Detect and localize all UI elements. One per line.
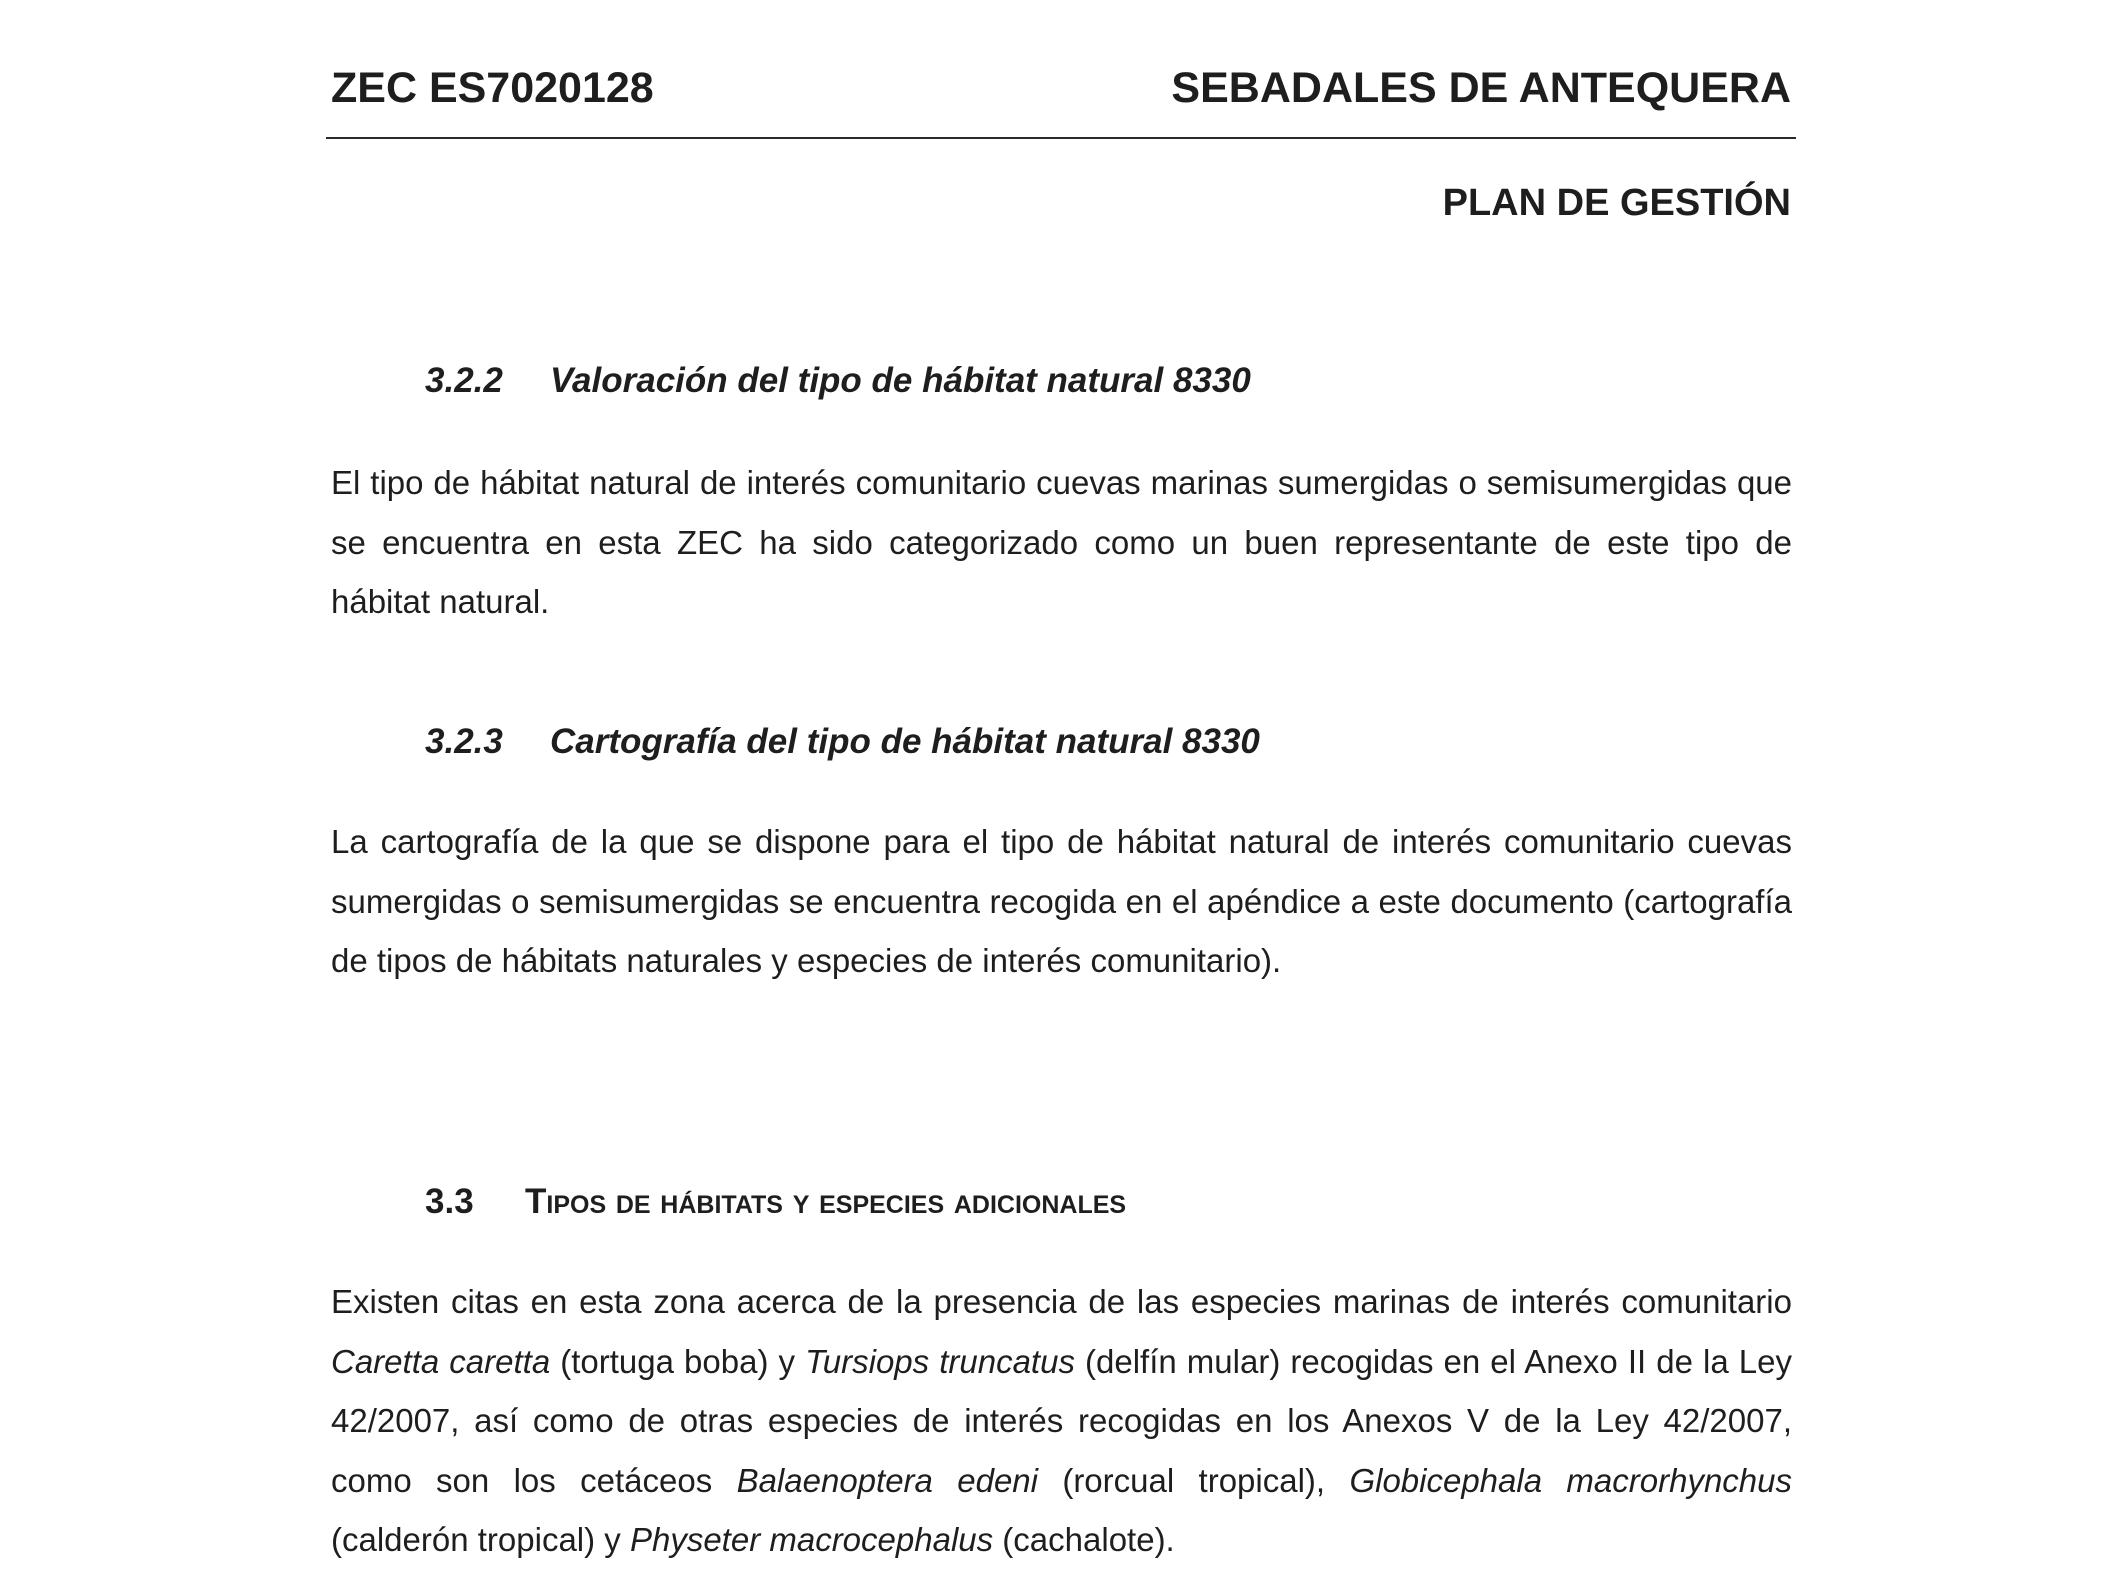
species-name: Physeter macrocephalus [629, 1521, 994, 1558]
section-title: Valoración del tipo de hábitat natural 8330 [550, 361, 1251, 400]
section-heading-3-3 [425, 1180, 1126, 1224]
section-paragraph-3-2-2: El tipo de hábitat natural de interés comunitario cuevas marinas sumergidas o semisumergidas que se encuentra en esta ZEC ha sido categorizado como un buen representante de este tipo de hábitat natural. [331, 464, 1792, 620]
paragraph-text: (rorcual tropical), [1037, 1461, 1350, 1499]
section-title: Tipos de hábitats y especies adicionales [525, 1182, 1127, 1221]
paragraph-text: (calderón tropical) y [331, 1521, 630, 1558]
section-number: 3.2.2 [425, 361, 503, 400]
species-name: Tursiops truncatus [805, 1342, 1075, 1380]
species-name: Globicephala macrorhynchus [1349, 1461, 1793, 1499]
section-number: 3.3 [425, 1182, 474, 1221]
header-plan-title: PLAN DE GESTIÓN [1442, 182, 1791, 224]
species-name: Caretta caretta [331, 1342, 551, 1380]
paragraph-text: Existen citas en esta zona acerca de la presencia de las especies marinas de interés comunitario [331, 1283, 1792, 1320]
section-heading-3-2-3 [425, 720, 1260, 764]
paragraph-text: (delfín mular) recogidas en el Anexo II de la Ley 42/2007, así como de otras especies de interés recogidas en los Anexos V de la Ley 42/2007, como son los cetáceos [331, 1342, 1792, 1499]
section-paragraph-3-2-3: La cartografía de la que se dispone para el tipo de hábitat natural de interés comunitario cuevas sumergidas o semisumergidas se encuentra recogida en el apéndice a este documento (cartografía de tipos de hábitats naturales y especies de interés comunitario). [331, 823, 1792, 979]
paragraph-text: (tortuga boba) y [550, 1342, 806, 1380]
species-name: Balaenoptera edeni [736, 1461, 1038, 1499]
header-divider [326, 137, 1796, 139]
section-heading-3-2-2 [425, 359, 1251, 403]
section-title: Cartografía del tipo de hábitat natural 8330 [550, 722, 1260, 761]
header-site-code: ZEC ES7020128 [331, 64, 654, 112]
section-paragraph-3-3 [331, 1272, 1792, 1570]
section-number: 3.2.3 [425, 722, 503, 761]
header-site-name: SEBADALES DE ANTEQUERA [1171, 64, 1791, 112]
paragraph-text: (cachalote). [993, 1521, 1175, 1558]
